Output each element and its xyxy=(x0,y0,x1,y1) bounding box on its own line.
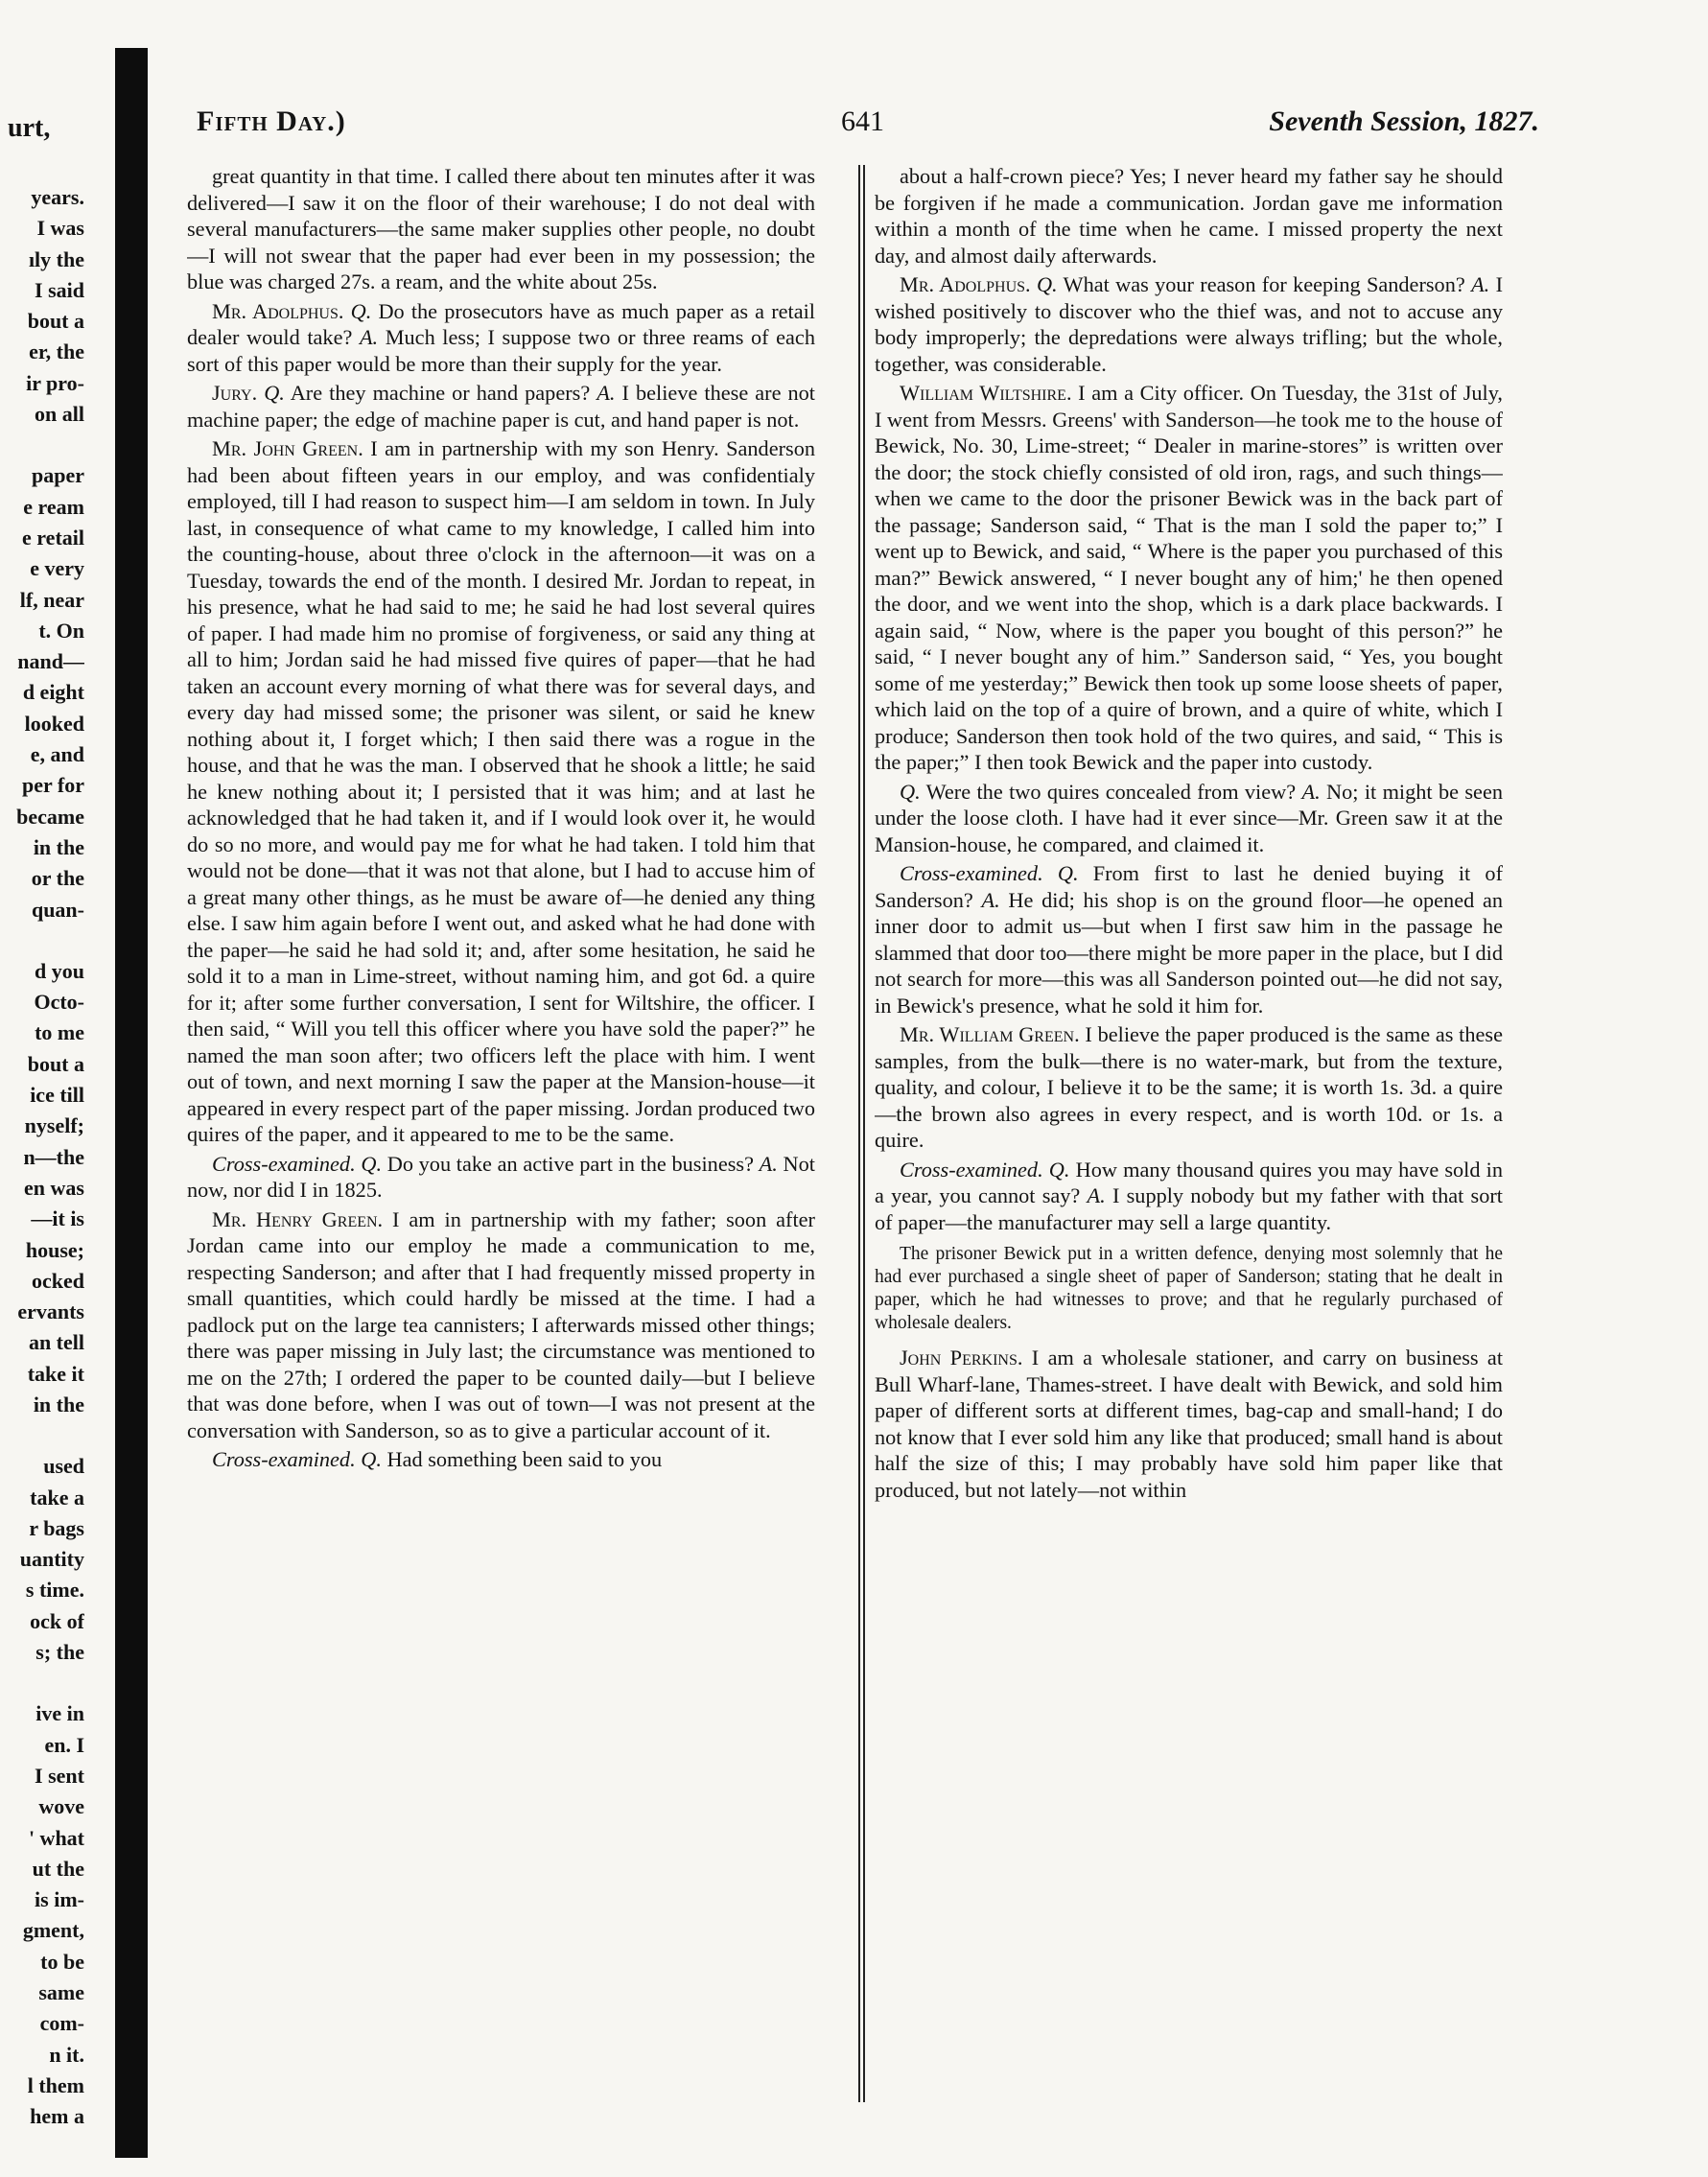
speaker-name: Mr. Adolphus. xyxy=(900,272,1031,296)
margin-fragment: same xyxy=(38,1980,84,2005)
margin-fragment: com- xyxy=(39,2011,84,2036)
text-run: The prisoner Bewick put in a written defence, denying most solemnly that he had ever purchased a single sheet of paper of Sanderson; stating that he dealt in paper, which he had witnesses to prove; and that he regularly purchased of wholesale dealers. xyxy=(875,1244,1503,1333)
binding-shadow xyxy=(115,48,148,2158)
margin-fragment: ıly the xyxy=(28,246,84,271)
italic-marker: Q. xyxy=(1036,272,1058,296)
text-run: I am a City officer. On Tuesday, the 31st of July, I went from Messrs. Greens' with Sanderson—he took me to the house of Bewick, No. 30, Lime-street; “ Dealer in marine-stores” is written over the door; the stock chiefly consisted of old iron, rags, and such things—when we came to the door the prisoner Bewick was in the back part of the passage; Sanderson said, “ That is the man I sold the paper to;” I went up to Bewick, and said, “ Where is the paper you purchased of this man?” Bewick answered, “ I never bought any of him;' he then opened the door, and we went into the shop, which is a dark place backwards. I again said, “ Now, where is the paper you bought of this person?” he said, “ I never bought any of him.” Sanderson said, “ Yes, you bought some of me yesterday;” Bewick then took up some loose sheets of paper, which laid on the top of a quire of brown, and a quire of white, which I produce; Sanderson then took hold of the two quires, and said, “ This is the paper;” I then took Bewick and the paper into custody. xyxy=(875,381,1503,774)
italic-marker: A. xyxy=(597,381,616,405)
margin-fragment: ock of xyxy=(30,1608,84,1633)
italic-marker: Q. xyxy=(900,779,921,804)
text-run xyxy=(343,299,350,323)
right-text-column xyxy=(875,163,1503,2129)
paragraph xyxy=(875,163,1503,269)
speaker-name: William Wiltshire. xyxy=(900,381,1072,405)
margin-fragment: to be xyxy=(40,1949,84,1974)
margin-fragment: n—the xyxy=(23,1144,84,1169)
paragraph xyxy=(875,380,1503,776)
paragraph xyxy=(875,779,1503,858)
margin-fragment: I said xyxy=(35,277,84,302)
margin-fragment: ir pro- xyxy=(26,370,84,395)
italic-marker: Q. xyxy=(264,381,285,405)
margin-fragment: Octo- xyxy=(34,990,84,1015)
italic-marker: A. xyxy=(359,325,379,349)
margin-fragment: nand— xyxy=(17,649,84,674)
defence-note xyxy=(875,1243,1503,1335)
margin-fragment: en. I xyxy=(44,1732,84,1757)
margin-fragment: e ream xyxy=(23,494,84,519)
italic-marker: Cross-examined. xyxy=(212,1151,356,1176)
italic-marker: Cross-examined. xyxy=(212,1447,356,1471)
margin-fragment xyxy=(8,1668,84,1698)
italic-marker: Q. xyxy=(1048,1157,1070,1182)
text-run: Not now, nor did I in 1825. xyxy=(187,1151,815,1202)
paragraph xyxy=(187,1206,815,1444)
margin-fragment: in the xyxy=(33,1392,84,1416)
italic-marker: Q. xyxy=(1057,861,1079,885)
speaker-name: Mr. John Green. xyxy=(212,436,363,460)
margin-fragment: per for xyxy=(22,773,84,798)
margin-fragment: gment, xyxy=(22,1918,84,1943)
italic-marker: A. xyxy=(981,887,1000,912)
italic-marker: Cross-examined. xyxy=(900,1157,1043,1182)
margin-fragment: e, and xyxy=(30,742,84,767)
margin-fragment: nyself; xyxy=(24,1113,84,1138)
header-day: Fifth Day.) xyxy=(197,105,346,137)
margin-fragment: house; xyxy=(25,1237,84,1262)
margin-fragment xyxy=(8,1420,84,1451)
speaker-name: Mr. Henry Green. xyxy=(212,1206,384,1231)
margin-fragment: r bags xyxy=(29,1515,84,1540)
page-number: 641 xyxy=(841,105,884,137)
column-rule xyxy=(863,165,865,2102)
margin-fragment: bout a xyxy=(27,309,84,334)
margin-fragment: quan- xyxy=(31,897,84,922)
margin-fragment: is im- xyxy=(35,1887,84,1912)
text-run: Do the prosecutors have as much paper as a retail dealer would take? xyxy=(187,298,815,349)
paragraph xyxy=(187,1151,815,1204)
text-run: I am a wholesale stationer, and carry on business at Bull Wharf-lane, Thames-street. I have dealt with Bewick, and sold him paper of different sorts at different times, bag-cap and small-hand; I do not know that I ever sold him any like that produced; small hand is about half the size of this; I may probably have sold him paper like that produced, but not lately—not within xyxy=(875,1346,1503,1502)
margin-fragment: ice till xyxy=(30,1083,84,1108)
italic-marker: Q. xyxy=(361,1447,382,1471)
margin-fragment: I sent xyxy=(35,1763,84,1788)
text-run: How many thousand quires you may have sold in a year, you cannot say? xyxy=(875,1157,1503,1207)
text-run: Do you take an active part in the business? xyxy=(382,1151,760,1176)
margin-fragment: en was xyxy=(24,1175,84,1200)
text-run: I supply nobody but my father with that sort of paper—the manufacturer may sell a large quantity. xyxy=(875,1183,1503,1234)
margin-fragment: s time. xyxy=(25,1578,84,1603)
margin-fragment: on all xyxy=(35,402,84,427)
margin-fragment: e very xyxy=(30,556,84,581)
italic-marker: A. xyxy=(759,1151,778,1176)
text-run xyxy=(1043,861,1058,885)
text-run: about a half-crown piece? Yes; I never heard my father say he should be forgiven if he made a communication. Jordan gave me information within a month of the time when he came. I missed property the next day, and almost daily afterwards. xyxy=(875,164,1503,268)
margin-fragment: er, the xyxy=(29,339,84,364)
margin-fragment: take it xyxy=(27,1361,84,1386)
margin-header-fragment: urt, xyxy=(8,113,51,143)
margin-fragment: became xyxy=(16,804,84,829)
paragraph xyxy=(875,1021,1503,1154)
margin-fragment: to me xyxy=(35,1020,84,1045)
text-run: great quantity in that time. I called there about ten minutes after it was delivered—I saw it on the floor of their warehouse; I do not deal with several manufacturers—the same maker supplies other people, no doubt—I will not swear that the paper had ever been in my possession; the blue was charged 27s. a ream, and the white about 25s. xyxy=(187,164,815,293)
margin-fragment: d you xyxy=(35,958,84,983)
margin-fragment xyxy=(8,430,84,460)
margin-fragment: bout a xyxy=(27,1051,84,1076)
margin-fragment: an tell xyxy=(28,1330,84,1355)
running-header xyxy=(197,105,1539,153)
speaker-name: Jury. xyxy=(212,381,258,405)
paragraph xyxy=(187,1446,815,1473)
margin-fragment: ocked xyxy=(32,1268,84,1293)
margin-fragment: d eight xyxy=(22,680,84,705)
margin-fragment: —it is xyxy=(31,1206,84,1231)
text-run: Were the two quires concealed from view? xyxy=(920,779,1302,804)
speaker-name: John Perkins. xyxy=(900,1346,1023,1369)
margin-fragment: uantity xyxy=(19,1547,84,1572)
margin-fragment: t. On xyxy=(38,618,84,643)
margin-fragment: wove xyxy=(38,1794,84,1819)
margin-fragment: lf, near xyxy=(19,587,84,612)
margin-fragment: paper xyxy=(32,463,84,488)
text-run: I wished positively to discover who the thief was, and not to accuse any body improperly; the depredations were always trifling; but the whole, together, was considerable. xyxy=(875,272,1503,376)
paragraph xyxy=(187,298,815,378)
speaker-name: Mr. Adolphus. xyxy=(212,298,344,323)
text-run: From first to last he denied buying it of Sanderson? xyxy=(875,861,1503,912)
italic-marker: A. xyxy=(1301,779,1321,804)
margin-fragment xyxy=(8,925,84,956)
margin-fragment: ut the xyxy=(32,1856,84,1881)
margin-fragment: hem a xyxy=(30,2104,84,2129)
text-run: No; it might be seen under the loose cloth. I have had it ever since—Mr. Green saw it at the Mansion-house, he compared, and claimed it. xyxy=(875,779,1503,856)
italic-marker: Q. xyxy=(350,298,372,323)
margin-fragment: looked xyxy=(24,711,84,736)
margin-fragment: I was xyxy=(36,216,84,241)
text-run: Much less; I suppose two or three reams of each sort of this paper would be more than their supply for the year. xyxy=(187,325,815,376)
text-run: I believe these are not machine paper; the edge of machine paper is cut, and hand paper is not. xyxy=(187,381,815,432)
header-session: Seventh Session, 1827. xyxy=(1269,105,1539,137)
margin-fragment: n it. xyxy=(49,2042,84,2067)
paragraph xyxy=(187,163,815,295)
margin-fragment: or the xyxy=(31,866,84,891)
left-margin-fragments xyxy=(8,182,84,2133)
paragraph xyxy=(875,1157,1503,1236)
column-rule xyxy=(858,165,860,2102)
paragraph xyxy=(875,860,1503,1018)
italic-marker: Cross-examined. xyxy=(900,861,1043,885)
paragraph xyxy=(875,271,1503,377)
italic-marker: A. xyxy=(1471,272,1490,296)
paragraph xyxy=(187,380,815,433)
margin-fragment: e retail xyxy=(22,525,84,550)
text-run: I believe the paper produced is the same as these samples, from the bulk—there is no water-mark, but from the texture, quality, and colour, I believe it to be the same; it is worth 1s. 3d. a quire—the brown also agrees in every respect, and is worth 10d. or 1s. a quire. xyxy=(875,1022,1503,1152)
italic-marker: A. xyxy=(1087,1183,1106,1207)
margin-fragment: ive in xyxy=(35,1701,84,1726)
margin-fragment: ervants xyxy=(17,1299,84,1324)
margin-fragment: take a xyxy=(30,1485,84,1510)
text-run: I am in partnership with my father; soon after Jordan came into our employ he made a communication to me, respecting Sanderson; and after that I had frequently missed property in small quantities, which could hardly be missed at the time. I had a padlock put on the large tea cannisters; I afterwards missed other things; there was paper missing in July last; the circumstance was mentioned to me on the 27th; I ordered the paper to be counted daily—but I believe that was done before, when I was out of town—I was not present at the conversation with Sanderson, so as to give a particular account of it. xyxy=(187,1206,815,1442)
text-run: Had something been said to you xyxy=(381,1447,663,1471)
margin-fragment: in the xyxy=(33,834,84,859)
margin-fragment: years. xyxy=(31,185,84,209)
margin-fragment: used xyxy=(43,1454,84,1479)
margin-fragment: ' what xyxy=(28,1825,84,1850)
text-run: He did; his shop is on the ground floor—he opened an inner door to admit us—but when I first saw him in the passage he slammed that door too—there might be more paper in the place, but I did not search for more—this was all Sanderson pointed out—he did not say, in Bewick's presence, what he sold it him for. xyxy=(875,887,1503,1018)
speaker-name: Mr. William Green. xyxy=(900,1022,1080,1046)
left-text-column xyxy=(187,163,815,2129)
margin-fragment: l them xyxy=(27,2072,84,2097)
paragraph xyxy=(187,435,815,1148)
text-run: What was your reason for keeping Sanderson? xyxy=(1057,272,1472,296)
italic-marker: Q. xyxy=(361,1151,383,1176)
text-run: I am in partnership with my son Henry. Sanderson had been about fifteen years in our employ, and was confidentialy employed, till I had reason to suspect him—I am seldom in town. In July last, in consequence of what came to my knowledge, I called him into the counting-house, about three o'clock in the afternoon—it was on a Tuesday, towards the end of the month. I desired Mr. Jordan to repeat, in his presence, what he had said to me; he said he had lost several quires of paper. I had made him no promise of forgiveness, or said any thing at all to him; Jordan said he had missed five quires of paper—that he had taken an account every morning of what there was for several days, and every day had missed some; the prisoner was silent, or said he knew nothing about it, I forget which; I then said there was a rogue in the house, and that he was the man. I observed that he shook a little; he said he knew nothing about it; I persisted that it was him; and at last he acknowledged that he had taken it, and if I would look over it, he would do so no more, and would pay me for what he had taken. I told him that would not be done—that it was not that alone, but I had to accuse him of a great many other things, as he must be aware of—he denied any thing else. I saw him again before I went out, and asked what he had done with the paper—he said he had sold it; and, after some hesitation, he said he sold it to a man in Lime-street, without naming him, and got 6d. a quire for it; after some further conversation, I sent for Wiltshire, the officer. I then said, “ Will you tell this officer where you have sold the paper?” he named the man soon after; two officers left the place with him. I went out of town, and next morning I saw the paper at the Mansion-house—it appeared in every respect part of the paper missing. Jordan produced two quires of the paper, and it appeared to me to be the same. xyxy=(187,436,815,1146)
text-run: Are they machine or hand papers? xyxy=(284,381,597,405)
margin-fragment: s; the xyxy=(35,1640,84,1665)
paragraph xyxy=(875,1345,1503,1503)
